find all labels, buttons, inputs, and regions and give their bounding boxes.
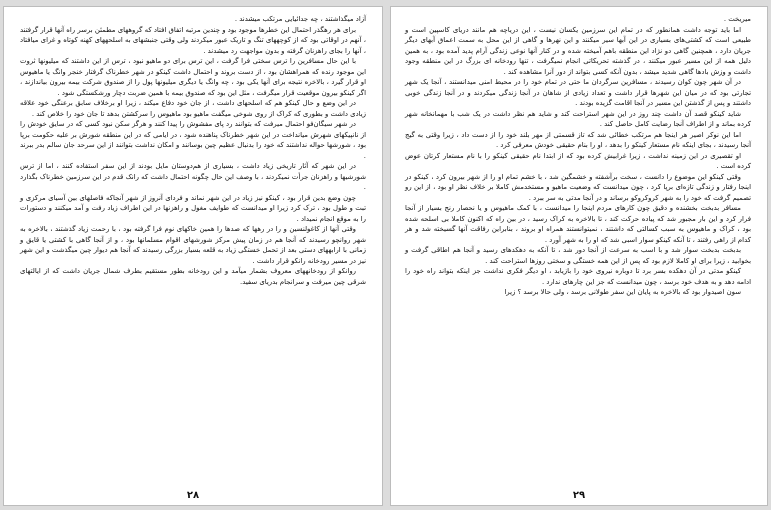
right-page — [390, 6, 768, 506]
paragraph: در این وضع و حال کینکو هم که اسلحهای داشت ، از جان خود دفاع میکند ، زیرا او برخلاف سابق برعنگی خود علاقه زیادی داشت و بطوری که کراک از روی شوخی میگفت ماهیو بود ماهیوس را سرکشتن بدهد تا جان خود را خلاص کند . — [20, 99, 366, 118]
paragraph: چون وضع بدین قرار بود ، کینکو نیز زیاد در این شهر نماند و فردای آنروز از شهر آنجاکه فاصلهای بین آسیای مرکزی و تبت و طول بود ، ترک کرد زیرا او میدانست که طوایف مغول و راهزنها در این اطراف زیاد رفت و آمد میکنند و دستورات را به موقع انجام نمیداد . — [20, 193, 366, 223]
paragraph: در این شهر که آثار تاریخی زیاد داشت ، بسیاری از هم‌دوستان مایل بودند از این سفر استفاده کنند ، اما از ترس شورشیها و راهزنان جرأت نمیکردند ، با وصف این حال چگونه احتمال داشت که رانک قدم در این سرزمین خطرناک بگذارد . — [20, 162, 366, 191]
paragraph: میریخت . — [723, 15, 751, 23]
page-number: ۲۹ — [572, 490, 586, 501]
paragraph: روانکو از رودخانههای معروف بشمار میآمد و این رودخانه بطور مستقیم بطرف شمال جریان داشت که از ایالتهای شرقی چین میرفت و سرانجام بدریای سفید. — [20, 267, 366, 286]
left-page-text — [20, 14, 366, 287]
paragraph: بدبخت بدبخت سوار شد و با اسب به سرعت از آنجا دور شد ، تا آنکه به دهکدهای رسید و آنجا هم اطاقی گرفت و بخوابید ، زیرا برای او کاملا لازم بود که پس از این همه خستگی و سختی روزها استراحت کند . — [405, 246, 751, 265]
left-page — [3, 6, 383, 506]
paragraph: با این حال مسافرین را ترس سختی فرا گرفت ، این ترس برای دو ماهیو نبود ، ترس از این داشتند که میلیونها ثروت این موجود رنده که همراهشان بود ، از دست بروند و احتمال داشت کینکو در شهر خطرناک گرفتار خنجر وانگ یا ماهیوس او قرار گیرد ، بالاخره نتیجه برای آنها یکی بود ، چه وانگ یا دیگری میلیونها پول را از صندوق شرکت بیمه بیرون بیاندازند ، اگر کینکو بیرون موقعیت قرار میگرفت ، مثل این بود که صندوق بیمه با همین ضربت دچار ورشکستگی شود . — [20, 57, 366, 97]
paragraph: شاید کینکو قصد آن داشت چند روز در این شهر استراحت کند و شاید هم نظر داشت در یک شب با مهمانخانه شهر کرده بماند و از اطراف آنجا رضایت کامل حاصل کند . — [405, 109, 751, 128]
paragraph: آزاد میگذاشتند ، چه جدائیایی مرتکب میشدند . — [234, 15, 366, 23]
paragraph: کینکو مدتی در آن دهکده بسر برد تا دوباره نیروی خود را بازیابد ، او دیگر فکری نداشت جز اینکه بتواند راه خود را ادامه دهد و به هدف خود برسد ، چون میدانست که جز این چارهای ندارد . — [405, 267, 751, 286]
paragraph: مسافر بدبخت بخشنده و دقیق چون کارهای مردم اینجا را میدانست ، با کمک ماهیوس و یا نحصار رنج بسیار از آنجا فرار کرد و این بار مجبور شد که پیاده حرکت کند ، تا بالاخره به کراک رسید ، در بین راه که اکنون کاملا بی اسلحه شده بود ، کراک و ماهیوس به سبب کسالتی که داشتند ، نمیتوانستند همراه او بروند ، بنابراین رفاقت آنها گسیخته شد و هر کدام از راهی رفتند ، تا آنکه کینکو سوار اسبی شد که او را به شهر آورد . — [405, 204, 751, 244]
paragraph: اما این نوکر اصیر هر اینجا هم مرتکب خطائی شد که تاز قسمتی از مهر بلند خود را از دست داد ، زیرا وقتی به گیج آنجا رسیدند ، بجای اینکه نام مستعار کینکو را بدهد ، او را بنام حقیقی خودش معرفی کرد . — [405, 130, 751, 149]
right-page-text — [405, 14, 751, 298]
paragraph: سون اصیدوار بود که بالاخره به پایان این سفر طولانی برسد ، ولی حالا برسد ؟ زیرا — [504, 288, 741, 296]
page-number: ۲۸ — [186, 490, 200, 501]
paragraph: وقتی آنها از کاغولنسین و را در رهها که صدها را همین خاکهای نوم فرا گرفته بود ، با رحمت زیاد گذشتند ، بالاخره به شهر روانچو رسیدند که آنجا هم در زمان پیش مرکز شورشهای اقوام مسلمانها بود ، و از آنجا گاهی با کشتی یا قایق و زمانی با ارابههای دستی بعد از تحمل خستگی زیاد به قلعه بسیار بزرگی رسیدند که آنجا هم دیوار چین میگذشت و این شهر نیز در مسیر رودخانه رانکو قرار داشت . — [20, 225, 366, 265]
paragraph: در شهر سیگان‌فو احتمال میرفت که بتوانند رد پای مفشوش را پیدا کنند و هرگز سکن نبود کسی که در سایق خودش را از نانپیکهای شهرش میانداخت در این شهر خطرناک پناهنده شود ، در ایامی که در این منطقه شورش بر علیه حکومت برپا بود ، شورشها حواله نداشتند که خود را بدنبال عظیم چین بوسانند و امکان نداشت بتوانند از این سرحد جان سالم بدر ببرند . — [20, 120, 366, 160]
paragraph: برای هر رهگذر احتمال این خطرها موجود بود و چندین مرتبه اتفاق افتاد که گروههای مطمئن برسر راه آنها قرار گرفتند ، آنهم در اوقاتی بود که از کوچههای تنگ و تاریک عبور میکردند ولی وقتی جنبشهای به اسلحههای کهنه کوتاه و غرای میافتاد ، آنها را بجای راهزنان گرفته و بدون مواجهت رد میشدند . — [20, 25, 366, 55]
paragraph: در آن شهر چون کوان رسیدند ، مسافرین سرگردان ما حتی در تمام خود را در محیط امنی میدانستند ، آنجا یک شهر تجارتی بود که در میان این شهرها قرار داشت و تعداد زیادی از شاهان در آنجا زندگی میکردند و در آنجا زندگی خوبی داشتند و پس از گذشتن این مسیر در آنجا اقامت گزیده بودند . — [405, 78, 751, 107]
paragraph: او تقصیری در این زمینه نداشت ، زیرا غرابیش کرده بود که از ابتدا نام حقیقی کینکو را با نام مستعار کرتان عوض کرده است . — [405, 151, 751, 170]
paragraph: وقتی کینکو این موضوع را دانست ، سخت برآشفته و خشمگین شد ، با خشم تمام او را از شهر بیرون کرد ، کینکو در اینجا رفتار و زندگی تازه‌ای برپا کرد ، چون میدانست که وضعیت ماهیو و مستخدمش کاملا بر خلاف نظر او بود ، از این رو تصمیم گرفت که خود را به شهر کروکروکو برساند و در آنجا مدتی به سر ببرد . — [405, 172, 751, 202]
paragraph: اما باید توجه داشت همانطور که در تمام این سرزمین یکسان نیست ، این دریاچه هم مانند دریای کاسپین است و طبیعی است که کشتی‌های بسیاری در این آبها سیر میکنند و این نهرها و گاهی از این محل به سمت اعماق آبهای دیگر جریان دارد ، همچنین گاهی دو نژاد این منطقه باهم آمیخته شده و در کنار آنها نوعی زندگی آرام پدید آمده بود ، به همین دلیل همه از این مسیر عبور میکنند ، در گذشته تحریکاتی انجام نمیگرفت ، تنها رودخانه ای بزرگ در این منطقه وجود داشت و وزش بادها گاهی شدید میشد ، بدون آنکه کسی بتواند از دور آنرا مشاهده کند . — [405, 25, 751, 76]
